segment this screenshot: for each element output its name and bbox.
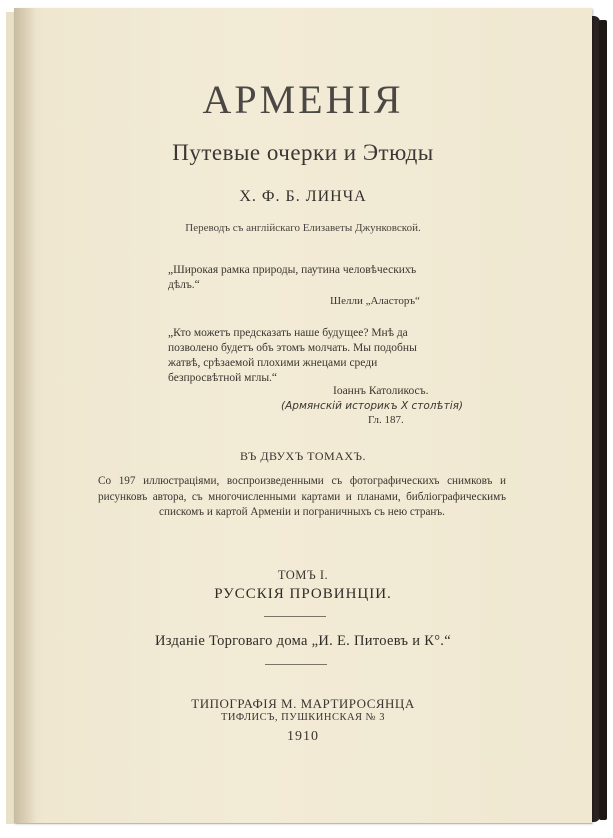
translator-line: Переводъ съ англійскаго Елизаветы Джунковской.	[185, 222, 421, 234]
publisher-line: Изданіе Торговаго дома „И. Е. Питоевъ и К°.“	[155, 633, 451, 649]
illustrations-note: Со 197 иллюстраціями, воспроизведенными съ фотографическихъ снимковъ и рисунковъ автора, съ многочисленными картами и планами, библіографическимъ спискомъ и картой Арменіи и пограничныхъ съ нею странъ.	[98, 475, 506, 518]
divider-rule	[264, 616, 326, 617]
epigraph-1-attribution: Шелли „Аласторъ“	[330, 295, 420, 307]
divider-rule	[265, 664, 327, 665]
printer-address: ТИФЛИСЪ, ПУШКИНСКАЯ № 3	[220, 712, 386, 723]
epigraph-2-chapter: Гл. 187.	[368, 414, 404, 426]
volume-title: РУССКІЯ ПРОВИНЦІИ.	[214, 586, 392, 602]
volume-number: ТОМЪ I.	[277, 568, 329, 582]
cover-edge	[599, 20, 607, 820]
epigraph-2-signature: Іоаннъ Католикосъ.	[333, 385, 429, 397]
book-subtitle: Путевые очерки и Этюды	[172, 140, 434, 165]
epigraph-2-text: „Кто можетъ предсказать наше будущее? Мнѣ да позволено будетъ объ этомъ молчать. Мы подобны жатвѣ, срѣзаемой плохими жнецами среди безпросвѣтной мглы.“	[168, 327, 417, 384]
volumes-line: ВЪ ДВУХЪ ТОМАХЪ.	[239, 449, 366, 463]
book-author: Х. Ф. Б. ЛИНЧА	[239, 188, 367, 205]
publication-year: 1910	[287, 729, 319, 744]
printer-line: ТИПОГРАФІЯ М. МАРТИРОСЯНЦА	[191, 696, 415, 711]
epigraph-2-note: (Армянскій историкъ X столѣтія)	[281, 400, 464, 412]
book-title: АРМЕНІЯ	[202, 77, 404, 122]
title-page	[14, 8, 592, 823]
epigraph-1-text: „Широкая рамка природы, паутина человѣческихъ дѣлъ.“	[168, 264, 417, 291]
